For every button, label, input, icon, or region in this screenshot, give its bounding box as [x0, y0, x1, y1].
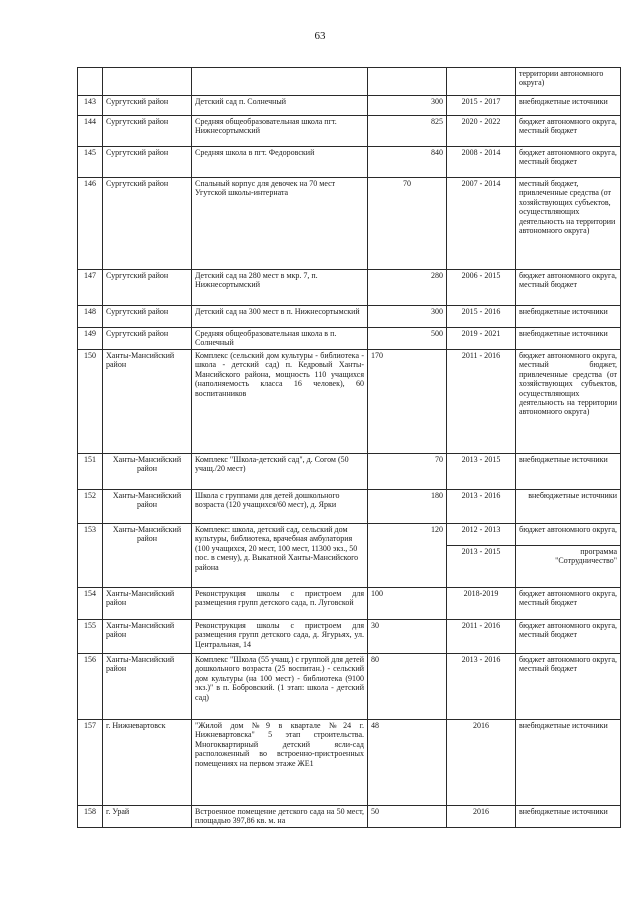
- capacity-cell: 48: [368, 720, 447, 806]
- period-cell: 2016: [447, 720, 516, 806]
- row-number: 157: [78, 720, 103, 806]
- municipality-cell: Сургутский район: [103, 116, 192, 147]
- capacity-cell: [368, 68, 447, 96]
- municipality-cell: Сургутский район: [103, 147, 192, 178]
- period-cell: 2011 - 2016: [447, 620, 516, 654]
- row-number: 149: [78, 328, 103, 350]
- source-cell: программа "Сотрудничество": [516, 546, 621, 588]
- municipality-cell: Ханты-Мансийский район: [103, 524, 192, 588]
- table-row: [78, 147, 621, 178]
- table-row: [78, 306, 621, 328]
- period-cell: 2013 - 2016: [447, 654, 516, 720]
- object-cell: Комплекс "Школа-детский сад", д. Согом (50 учащ./20 мест): [192, 454, 368, 490]
- row-number: 156: [78, 654, 103, 720]
- period-cell: 2006 - 2015: [447, 270, 516, 306]
- capacity-cell: 840: [368, 147, 447, 178]
- page-number: 63: [314, 30, 326, 42]
- period-cell: 2015 - 2016: [447, 306, 516, 328]
- source-cell: внебюджетные источники: [516, 96, 621, 116]
- period-cell: 2016: [447, 806, 516, 828]
- object-cell: Спальный корпус для девочек на 70 мест Угутской школы-интерната: [192, 178, 368, 270]
- row-number: 146: [78, 178, 103, 270]
- source-cell: внебюджетные источники: [516, 806, 621, 828]
- municipality-cell: Ханты-Мансийский район: [103, 654, 192, 720]
- row-number: 150: [78, 350, 103, 454]
- table-row: [78, 270, 621, 306]
- period-cell: 2007 - 2014: [447, 178, 516, 270]
- row-number: [78, 68, 103, 96]
- period-cell: 2012 - 2013: [447, 524, 516, 546]
- table-row: [78, 454, 621, 490]
- source-cell: внебюджетные источники: [516, 306, 621, 328]
- source-cell: бюджет автономного округа, местный бюджет, привлеченные средства (от хозяйствующих субъектов, осуществляющих деятельность на территории автономного округа): [516, 350, 621, 454]
- source-cell: бюджет автономного округа, местный бюджет: [516, 270, 621, 306]
- period-cell: 2020 - 2022: [447, 116, 516, 147]
- period-cell: 2018-2019: [447, 588, 516, 620]
- municipality-cell: Сургутский район: [103, 96, 192, 116]
- municipality-cell: г. Нижневартовск: [103, 720, 192, 806]
- row-number: 155: [78, 620, 103, 654]
- row-number: 144: [78, 116, 103, 147]
- capacity-cell: 180: [368, 490, 447, 524]
- period-cell: 2013 - 2015: [447, 454, 516, 490]
- capacity-cell: 300: [368, 306, 447, 328]
- municipality-cell: Сургутский район: [103, 178, 192, 270]
- municipality-cell: Сургутский район: [103, 270, 192, 306]
- object-cell: [192, 68, 368, 96]
- table-row: [78, 654, 621, 720]
- table-row: [78, 116, 621, 147]
- source-cell: бюджет автономного округа, местный бюджет: [516, 620, 621, 654]
- capacity-cell: 30: [368, 620, 447, 654]
- object-cell: Реконструкция школы с пристроем для размещения групп детского сада, п. Луговской: [192, 588, 368, 620]
- period-cell: 2013 - 2016: [447, 490, 516, 524]
- municipality-cell: Сургутский район: [103, 328, 192, 350]
- period-cell: 2019 - 2021: [447, 328, 516, 350]
- capacity-cell: 120: [368, 524, 447, 588]
- construction-objects-table: [77, 67, 621, 828]
- capacity-cell: 100: [368, 588, 447, 620]
- source-cell: бюджет автономного округа, местный бюджет: [516, 147, 621, 178]
- municipality-cell: Ханты-Мансийский район: [103, 588, 192, 620]
- capacity-cell: 70: [368, 454, 447, 490]
- table-row: [78, 68, 621, 96]
- object-cell: Комплекс "Школа (55 учащ.) с группой для детей дошкольного возраста (25 воспитан.) - сельский дом культуры (на 100 мест) - библиотека (9100 экз.)" в п. Бобровский. (1 этап: школа - детский сад): [192, 654, 368, 720]
- object-cell: Школа с группами для детей дошкольного возраста (120 учащихся/60 мест), д. Ярки: [192, 490, 368, 524]
- source-cell: внебюджетные источники: [516, 454, 621, 490]
- row-number: 153: [78, 524, 103, 588]
- object-cell: Детский сад на 300 мест в п. Нижнесортымский: [192, 306, 368, 328]
- source-cell: бюджет автономного округа, местный бюджет: [516, 588, 621, 620]
- row-number: 152: [78, 490, 103, 524]
- municipality-cell: Ханты-Мансийский район: [103, 454, 192, 490]
- object-cell: Средняя общеобразовательная школа в п. Солнечный: [192, 328, 368, 350]
- period-cell: [447, 68, 516, 96]
- row-number: 143: [78, 96, 103, 116]
- table-row: [78, 720, 621, 806]
- row-number: 158: [78, 806, 103, 828]
- object-cell: Комплекс (сельский дом культуры - библиотека - школа - детский сад) п. Кедровый Ханты-Мансийского района, мощность 110 учащихся (наполняемость класса 16 человек), 60 воспитанников: [192, 350, 368, 454]
- source-cell: бюджет автономного округа, местный бюджет: [516, 654, 621, 720]
- capacity-cell: 300: [368, 96, 447, 116]
- row-number: 151: [78, 454, 103, 490]
- capacity-cell: 70: [368, 178, 447, 270]
- row-number: 147: [78, 270, 103, 306]
- object-cell: Комплекс: школа, детский сад, сельский дом культуры, библиотека, врачебная амбулатория (100 учащихся, 20 мест, 100 мест, 11300 экз., 50 пос. в смену), д. Выкатной Ханты-Мансийского района: [192, 524, 368, 588]
- municipality-cell: Ханты-Мансийский район: [103, 350, 192, 454]
- table-row: [78, 490, 621, 524]
- object-cell: "Жилой дом №9 в квартале №24 г. Нижневартовска" 5 этап строительства. Многоквартирный детский ясли-сад расположенный во встроенно-пристроенных помещениях на первом этаже ЖЕ1: [192, 720, 368, 806]
- table-row: [78, 524, 621, 546]
- municipality-cell: [103, 68, 192, 96]
- source-cell: территории автономного округа): [516, 68, 621, 96]
- row-number: 148: [78, 306, 103, 328]
- object-cell: Встроенное помещение детского сада на 50 мест, площадью 397,86 кв. м. на: [192, 806, 368, 828]
- table-row: [78, 328, 621, 350]
- municipality-cell: Ханты-Мансийский район: [103, 620, 192, 654]
- period-cell: 2008 - 2014: [447, 147, 516, 178]
- municipality-cell: г. Урай: [103, 806, 192, 828]
- object-cell: Реконструкция школы с пристроем для размещения групп детского сада, д. Ягурьях, ул. Центральная, 14: [192, 620, 368, 654]
- source-cell: бюджет автономного округа,: [516, 524, 621, 546]
- municipality-cell: Сургутский район: [103, 306, 192, 328]
- object-cell: Средняя школа в пгт. Федоровский: [192, 147, 368, 178]
- source-cell: внебюджетные источники: [516, 328, 621, 350]
- source-cell: бюджет автономного округа, местный бюджет: [516, 116, 621, 147]
- source-cell: местный бюджет, привлеченные средства (от хозяйствующих субъектов, осуществляющих деятельность на территории автономного округа): [516, 178, 621, 270]
- row-number: 154: [78, 588, 103, 620]
- object-cell: Средняя общеобразовательная школа пгт. Нижнесортымский: [192, 116, 368, 147]
- row-number: 145: [78, 147, 103, 178]
- capacity-cell: 170: [368, 350, 447, 454]
- table-row: [78, 588, 621, 620]
- table-row: [78, 96, 621, 116]
- object-cell: Детский сад на 280 мест в мкр. 7, п. Нижнесортымский: [192, 270, 368, 306]
- source-cell: внебюджетные источники: [516, 490, 621, 524]
- object-cell: Детский сад п. Солнечный: [192, 96, 368, 116]
- table-row: [78, 178, 621, 270]
- municipality-cell: Ханты-Мансийский район: [103, 490, 192, 524]
- period-cell: 2011 - 2016: [447, 350, 516, 454]
- capacity-cell: 500: [368, 328, 447, 350]
- period-cell: 2015 - 2017: [447, 96, 516, 116]
- table-row: [78, 350, 621, 454]
- source-cell: внебюджетные источники: [516, 720, 621, 806]
- capacity-cell: 50: [368, 806, 447, 828]
- capacity-cell: 825: [368, 116, 447, 147]
- table-row: [78, 620, 621, 654]
- capacity-cell: 280: [368, 270, 447, 306]
- period-cell: 2013 - 2015: [447, 546, 516, 588]
- table-row: [78, 806, 621, 828]
- capacity-cell: 80: [368, 654, 447, 720]
